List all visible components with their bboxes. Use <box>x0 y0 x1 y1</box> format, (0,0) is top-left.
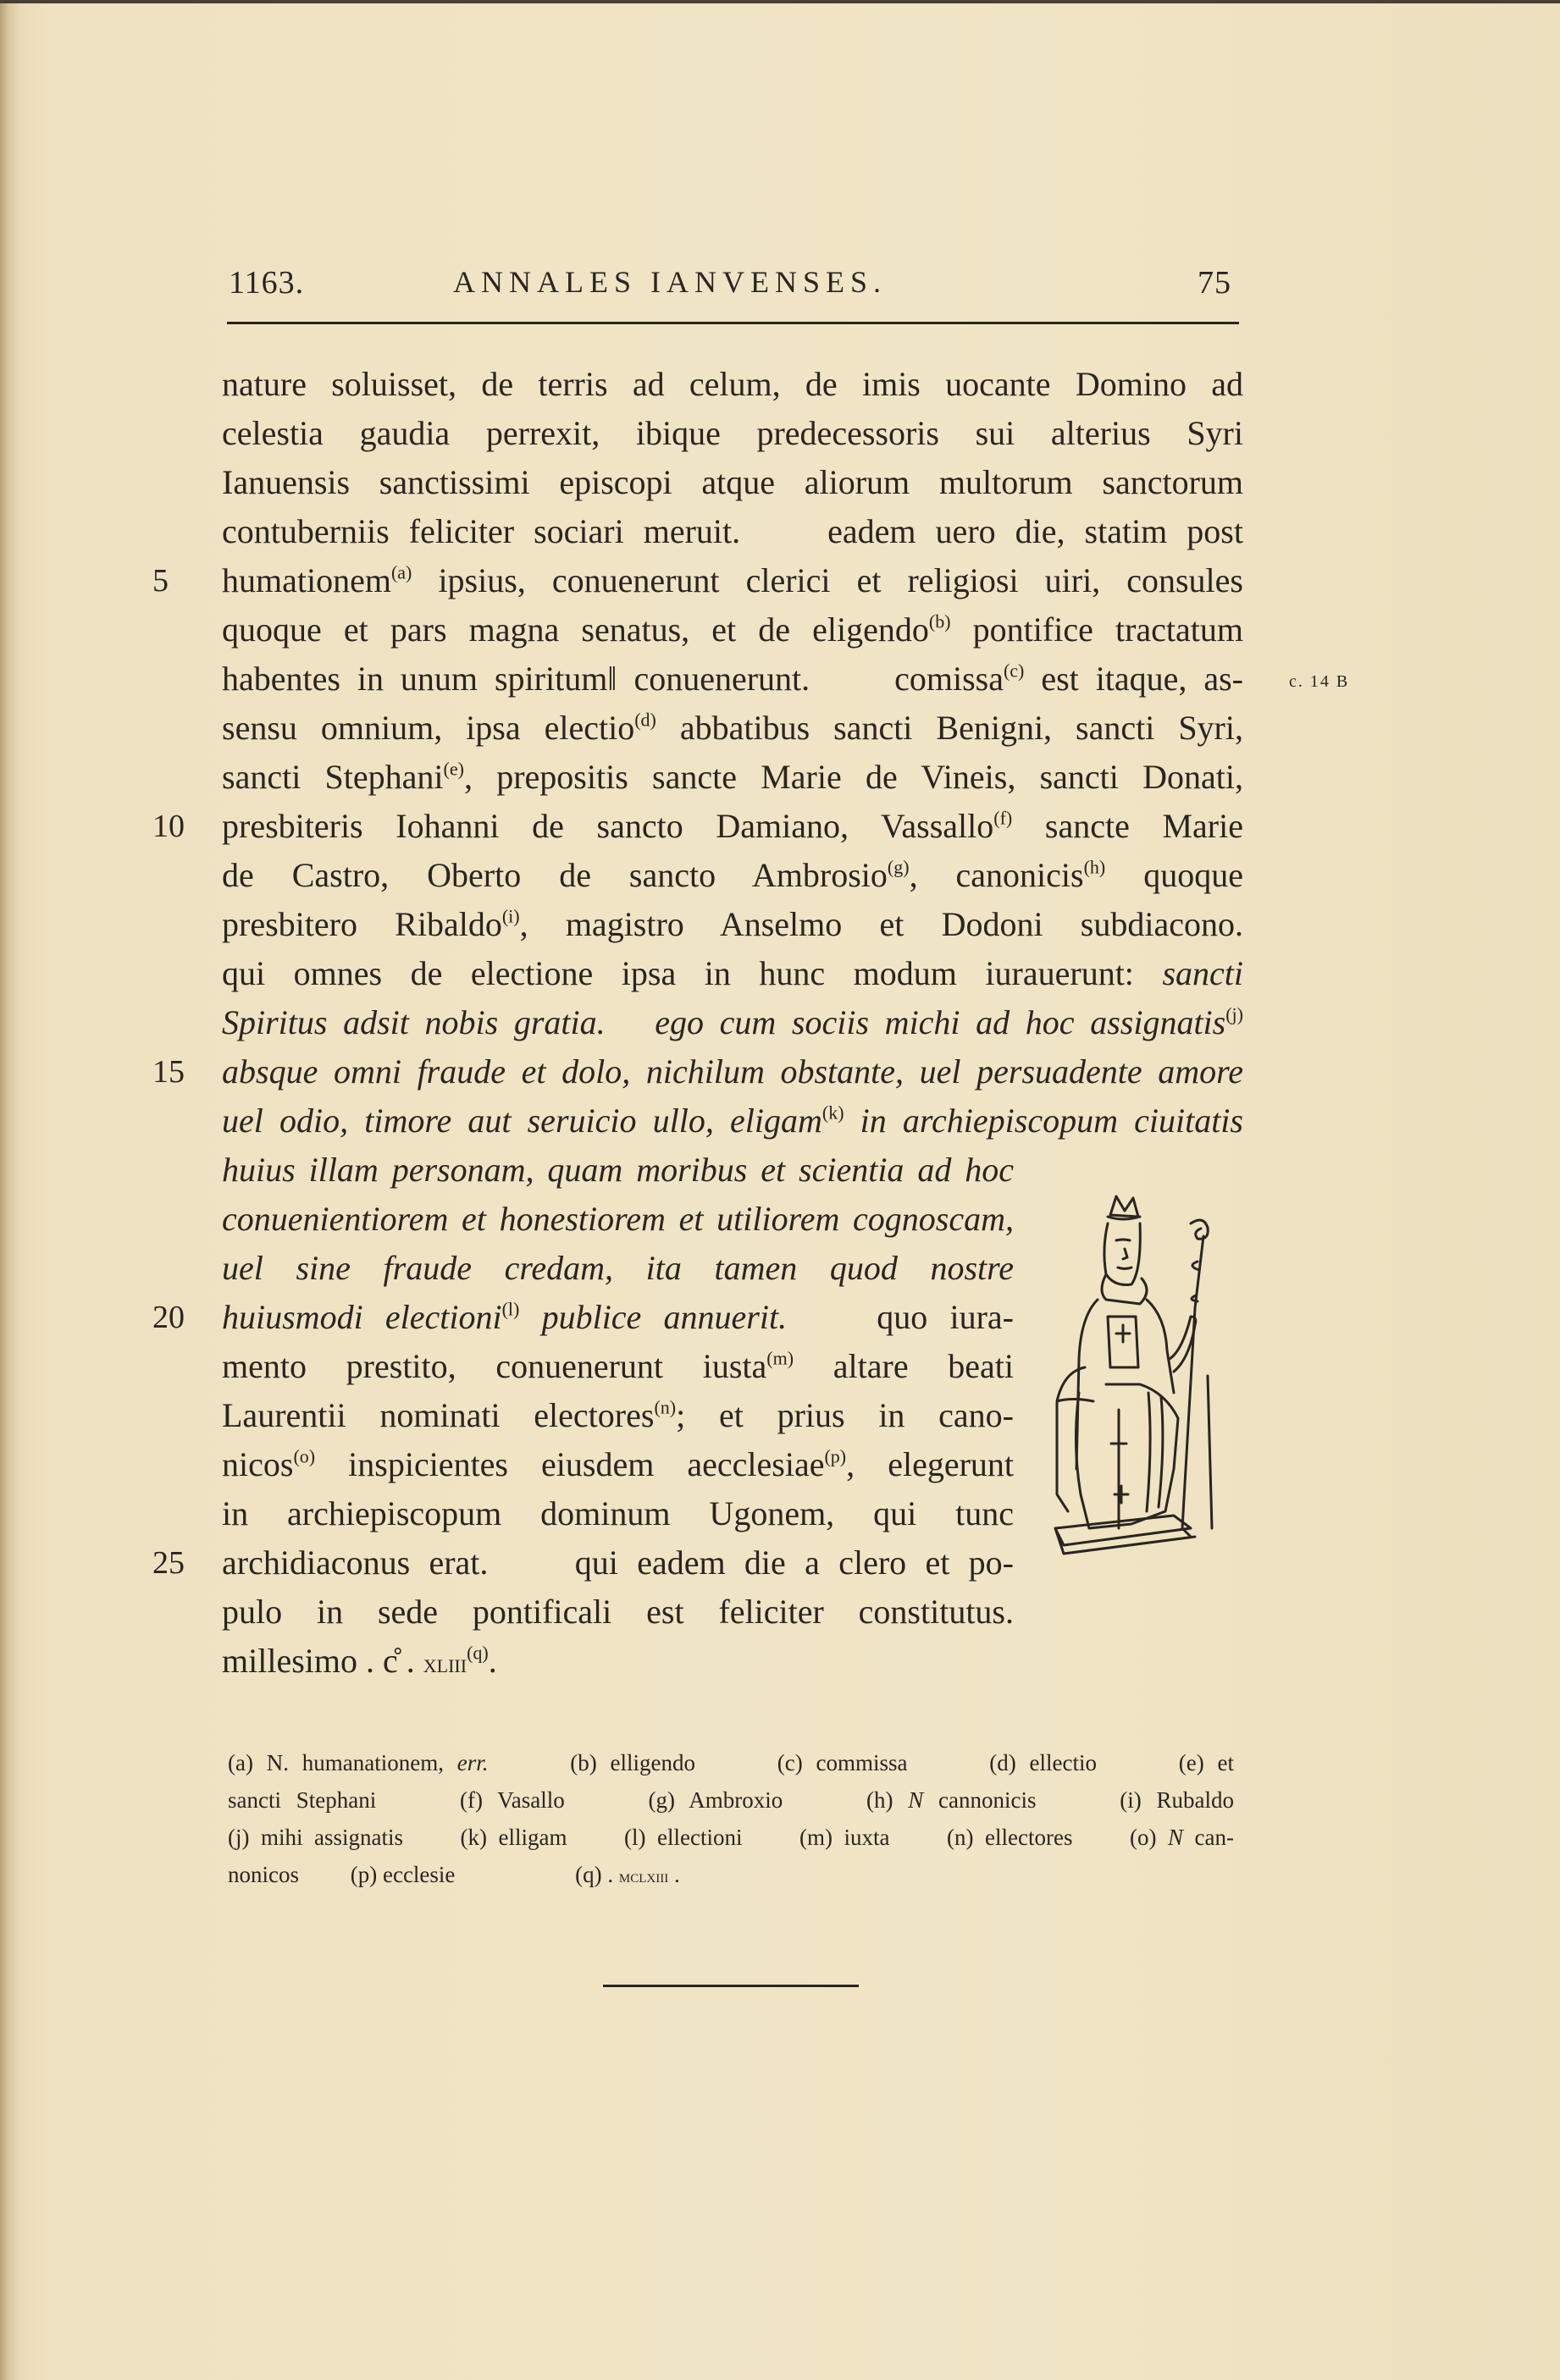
line-number: 15 <box>152 1054 185 1090</box>
text-run: sancti Stephani <box>222 758 444 796</box>
text-line <box>222 1440 1014 1489</box>
text-run: absque omni fraude et dolo, nichilum obstante, uel persuadente amore <box>222 1052 1243 1091</box>
text-line <box>222 654 1243 704</box>
text-run: mento prestito, conuenerunt iusta <box>222 1347 767 1385</box>
text-run: Laurentii nominati electores <box>222 1396 655 1434</box>
text-run: N <box>1168 1825 1184 1850</box>
text-line <box>222 1096 1243 1146</box>
text-line <box>222 360 1243 409</box>
text-line <box>222 1293 1014 1342</box>
text-run: sancti <box>1162 954 1243 992</box>
text-run: altare beati <box>794 1347 1014 1385</box>
footnote-marker: (h) <box>1083 856 1106 878</box>
footnote-line <box>228 1819 1234 1856</box>
footnote-marker: (n) <box>654 1396 677 1418</box>
text-run: archidiaconus erat. qui eadem die a clero et po- <box>222 1543 1014 1582</box>
text-line <box>222 998 1243 1047</box>
text-run: presbitero Ribaldo <box>222 905 502 943</box>
text-run: can- <box>1183 1825 1234 1850</box>
bishop-woodcut-illustration <box>1047 1190 1233 1566</box>
footnote-marker: (k) <box>821 1102 844 1124</box>
line-number: 5 <box>152 563 169 599</box>
text-run: quoque et pars magna senatus, et de eligendo <box>222 610 929 649</box>
text-line <box>222 1146 1014 1195</box>
text-run: quoque <box>1105 856 1243 894</box>
text-run: publice annuerit. <box>519 1298 788 1336</box>
text-run: huius illam personam, quam moribus et scientia ad hoc <box>222 1151 1014 1189</box>
text-run: in archiepiscopum dominum Ugonem, qui tunc <box>222 1494 1014 1532</box>
text-run: err. <box>456 1750 489 1775</box>
text-run: , canonicis <box>909 856 1084 894</box>
footnote-marker: (o) <box>293 1445 316 1467</box>
text-run: N <box>908 1787 924 1813</box>
text-run: . <box>668 1862 680 1887</box>
footnote-marker: (c) <box>1003 660 1025 682</box>
text-line <box>222 949 1243 998</box>
running-head-year: 1163. <box>229 265 305 301</box>
text-run: habentes in unum spiritum‖ conuenerunt. comissa <box>222 660 1004 698</box>
text-line <box>222 1342 1014 1391</box>
footnote-line <box>228 1744 1234 1781</box>
line-number: 25 <box>152 1545 185 1581</box>
text-line <box>222 556 1243 605</box>
text-run: de Castro, Oberto de sancto Ambrosio <box>222 856 888 894</box>
text-run: cannonicis (i) Rubaldo <box>923 1787 1234 1813</box>
text-line <box>222 802 1243 851</box>
text-line <box>222 507 1243 556</box>
text-run: presbiteris Iohanni de sancto Damiano, Vassallo <box>222 807 994 845</box>
text-run: xliii <box>423 1648 467 1678</box>
text-line <box>222 704 1243 753</box>
text-run: millesimo . c̊ . <box>222 1642 423 1680</box>
text-run: . <box>488 1642 497 1680</box>
text-line <box>222 1538 1014 1588</box>
text-line <box>222 1244 1014 1293</box>
running-head-title: ANNALES IANVENSES. <box>453 265 887 299</box>
text-run: (j) mihi assignatis (k) elligam (l) ellectioni (m) iuxta (n) ellectores (o) <box>228 1825 1168 1850</box>
text-run: huiusmodi electioni <box>222 1298 502 1336</box>
line-number: 10 <box>152 809 185 844</box>
footnote-marker: (j) <box>1225 1003 1243 1025</box>
footnote-marker: (b) <box>928 610 951 632</box>
footnote-line <box>228 1856 1234 1895</box>
text-run: abbatibus sancti Benigni, sancti Syri, <box>656 709 1243 747</box>
text-run: (b) elligendo (c) commissa (d) ellectio (e) et <box>488 1750 1234 1775</box>
text-line <box>222 1489 1014 1538</box>
text-line <box>222 851 1243 900</box>
text-line <box>222 753 1243 802</box>
text-run: est itaque, as- <box>1024 660 1243 698</box>
line-number: 20 <box>152 1300 185 1335</box>
text-run: in archiepiscopum ciuitatis <box>844 1102 1243 1140</box>
text-run: celestia gaudia perrexit, ibique predecessoris sui alterius Syri <box>222 414 1243 452</box>
text-line <box>222 458 1243 507</box>
text-run: ipsius, conuenerunt clerici et religiosi uiri, consules <box>412 561 1243 599</box>
text-run: quo iura- <box>787 1298 1014 1336</box>
page-number: 75 <box>1198 265 1231 301</box>
text-line <box>222 605 1243 654</box>
text-line <box>222 1047 1243 1096</box>
text-run: nicos <box>222 1445 294 1483</box>
text-run: , elegerunt <box>846 1445 1015 1483</box>
text-line <box>222 900 1243 949</box>
text-run: nonicos (p) ecclesie (q) . <box>228 1862 619 1887</box>
footnote-marker: (m) <box>766 1347 794 1369</box>
text-run: pulo in sede pontificali est feliciter constitutus. <box>222 1593 1014 1631</box>
text-run: Ianuensis sanctissimi episcopi atque aliorum multorum sanctorum <box>222 463 1243 501</box>
text-run: nature soluisset, de terris ad celum, de imis uocante Domino ad <box>222 365 1243 403</box>
footnote-line <box>228 1781 1234 1819</box>
footnote-marker: (f) <box>993 807 1013 829</box>
page-top-edge <box>0 0 1560 3</box>
text-run: , prepositis sancte Marie de Vineis, sancti Donati, <box>463 758 1243 796</box>
footnote-marker: (e) <box>443 758 464 780</box>
header-rule <box>227 322 1239 324</box>
text-line <box>222 1588 1014 1637</box>
text-run: sensu omnium, ipsa electio <box>222 709 635 747</box>
text-run: (a) N. humanationem, <box>228 1750 457 1775</box>
text-line <box>222 409 1243 458</box>
text-run: sancte Marie <box>1012 807 1243 845</box>
footnote-marker: (i) <box>501 905 520 927</box>
text-line <box>222 1391 1014 1440</box>
text-run: uel odio, timore aut seruicio ullo, eligam <box>222 1102 822 1140</box>
footnote-marker: (p) <box>824 1445 847 1467</box>
text-run: , magistro Anselmo et Dodoni subdiacono. <box>519 905 1243 943</box>
text-run: uel sine fraude credam, ita tamen quod nostre <box>222 1249 1014 1287</box>
text-run: ; et prius in cano- <box>676 1396 1015 1434</box>
text-line <box>222 1637 1014 1686</box>
text-run: contuberniis feliciter sociari meruit. eadem uero die, statim post <box>222 512 1243 550</box>
text-run: humationem <box>222 561 391 599</box>
text-run: conuenientiorem et honestiorem et utiliorem cognoscam, <box>222 1200 1014 1238</box>
footnote-marker: (g) <box>887 856 910 878</box>
text-run: qui omnes de electione ipsa in hunc modum iurauerunt: <box>222 954 1163 992</box>
text-run: Spiritus adsit nobis gratia. ego cum sociis michi ad hoc assignatis <box>222 1003 1226 1041</box>
text-line <box>222 1195 1014 1244</box>
text-run: sancti Stephani (f) Vasallo (g) Ambroxio (h) <box>228 1787 909 1813</box>
footnote-marker: (a) <box>390 561 412 583</box>
text-run: pontifice tractatum <box>950 610 1244 649</box>
footnote-marker: (l) <box>501 1298 520 1320</box>
footnote-marker: (q) <box>467 1642 489 1664</box>
text-run: mclxiii <box>618 1866 669 1886</box>
closing-rule <box>603 1985 859 1987</box>
text-run: inspicientes eiusdem aecclesiae <box>315 1445 825 1483</box>
footnote-marker: (d) <box>634 709 656 731</box>
margin-note: c. 14 B <box>1289 672 1350 691</box>
